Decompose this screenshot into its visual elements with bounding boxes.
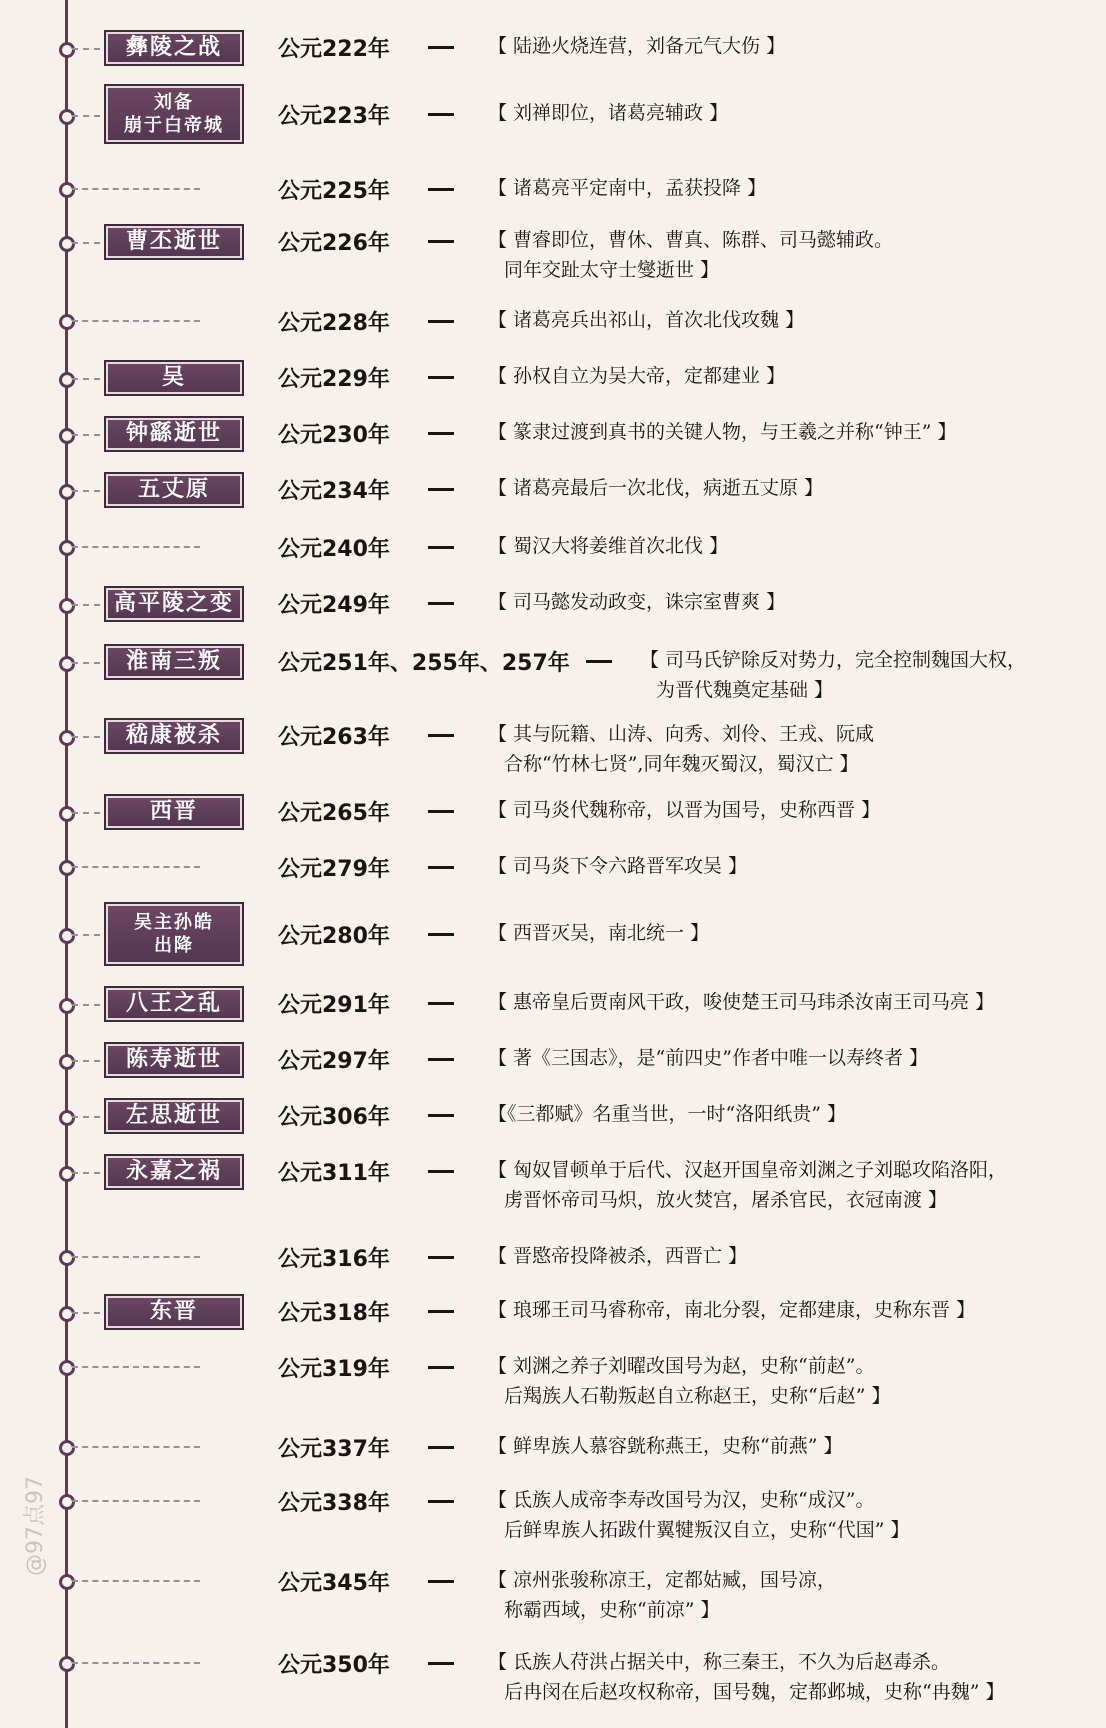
timeline-row-280: [0, 900, 1106, 966]
dash-separator: [428, 376, 454, 379]
event-tag: 左思逝世: [104, 1098, 244, 1134]
timeline-row-230: [0, 414, 1106, 454]
description-line: 为晋代魏奠定基础 】: [656, 679, 834, 701]
timeline-row-265: [0, 792, 1106, 832]
event-tag: 西晋: [104, 794, 244, 830]
timeline-node: [59, 109, 75, 125]
description-line: 【 匈奴冒顿单于后代、汉赵开国皇帝刘渊之子刘聪攻陷洛阳，: [488, 1159, 1008, 1181]
year-label: 公元229年: [278, 367, 390, 392]
timeline-node: [59, 1166, 75, 1182]
year-label: 公元234年: [278, 479, 390, 504]
timeline-node: [59, 1306, 75, 1322]
timeline-row-319: [0, 1348, 1106, 1414]
description-line: 【 曹睿即位，曹休、曹真、陈群、司马懿辅政。: [488, 229, 894, 251]
timeline-row-234: [0, 470, 1106, 510]
event-description: 【 晋愍帝投降被杀，西晋亡 】: [488, 1245, 748, 1267]
timeline-row-279: [0, 848, 1106, 884]
event-description: [488, 1351, 890, 1411]
connector-line: [72, 1662, 200, 1664]
connector-line: [72, 1060, 100, 1062]
event-description: [488, 1485, 909, 1545]
timeline-row-240: [0, 528, 1106, 564]
connector-line: [72, 1312, 100, 1314]
connector-line: [72, 434, 100, 436]
connector-line: [72, 242, 100, 244]
dash-separator: [428, 1446, 454, 1449]
event-description: 【 西晋灭吴，南北统一 】: [488, 922, 710, 944]
event-description: 【 诸葛亮最后一次北伐，病逝五丈原 】: [488, 477, 824, 499]
timeline-node: [59, 1440, 75, 1456]
event-tag-line: 吴主孙皓: [134, 911, 214, 933]
dash-separator: [428, 866, 454, 869]
timeline-node: [59, 730, 75, 746]
description-line: 称霸西域，史称“前凉” 】: [504, 1599, 720, 1621]
timeline-node: [59, 1054, 75, 1070]
description-line: 合称“竹林七贤”,同年魏灭蜀汉，蜀汉亡 】: [504, 753, 859, 775]
event-description: [488, 1155, 1007, 1215]
connector-line: [72, 812, 100, 814]
description-line: 后鲜卑族人拓跋什翼犍叛汉自立，史称“代国” 】: [504, 1519, 910, 1541]
connector-line: [72, 1172, 100, 1174]
timeline-node: [59, 656, 75, 672]
dash-separator: [428, 1170, 454, 1173]
year-label: 公元240年: [278, 537, 390, 562]
event-tag: [104, 902, 244, 966]
dash-separator: [428, 1662, 454, 1665]
event-description: 【 鲜卑族人慕容皝称燕王，史称“前燕” 】: [488, 1435, 843, 1457]
year-label: 公元350年: [278, 1653, 390, 1678]
event-description: [488, 1647, 1004, 1707]
timeline-node: [59, 1110, 75, 1126]
timeline-node: [59, 1574, 75, 1590]
year-label: 公元318年: [278, 1301, 390, 1326]
dash-separator: [428, 810, 454, 813]
event-description: [488, 225, 893, 285]
timeline-row-229: [0, 358, 1106, 398]
event-tag: 高平陵之变: [104, 586, 244, 622]
timeline-row-311: [0, 1152, 1106, 1218]
timeline-row-316: [0, 1238, 1106, 1274]
timeline-node: [59, 182, 75, 198]
event-description: 【《三都赋》名重当世，一时“洛阳纸贵” 】: [488, 1103, 846, 1125]
year-label: 公元319年: [278, 1357, 390, 1382]
timeline-row-222: [0, 28, 1106, 68]
connector-line: [72, 1446, 200, 1448]
connector-line: [72, 934, 100, 936]
description-line: 同年交趾太守士燮逝世 】: [504, 259, 720, 281]
timeline-row-251: [0, 642, 1106, 708]
timeline-row-297: [0, 1040, 1106, 1080]
event-description: 【 篆隶过渡到真书的关键人物，与王羲之并称“钟王” 】: [488, 421, 957, 443]
connector-line: [72, 736, 100, 738]
dash-separator: [428, 1310, 454, 1313]
year-label: 公元228年: [278, 311, 390, 336]
year-label: 公元345年: [278, 1571, 390, 1596]
event-description: 【 诸葛亮平定南中，孟获投降 】: [488, 177, 767, 199]
dash-separator: [428, 1256, 454, 1259]
dash-separator: [428, 602, 454, 605]
description-line: 后羯族人石勒叛赵自立称赵王，史称“后赵” 】: [504, 1385, 891, 1407]
timeline-row-318: [0, 1292, 1106, 1332]
year-label: 公元230年: [278, 423, 390, 448]
timeline-node: [59, 1250, 75, 1266]
timeline-row-225: [0, 170, 1106, 206]
timeline-row-249: [0, 584, 1106, 624]
year-label: 公元297年: [278, 1049, 390, 1074]
timeline-row-226: [0, 222, 1106, 286]
connector-line: [72, 378, 100, 380]
dash-separator: [428, 432, 454, 435]
event-description: 【 陆逊火烧连营，刘备元气大伤 】: [488, 35, 786, 57]
description-line: 【 凉州张骏称凉王，定都姑臧，国号凉，: [488, 1569, 837, 1591]
dash-separator: [428, 1058, 454, 1061]
connector-line: [72, 546, 200, 548]
description-line: 【 氐族人苻洪占据关中，称三秦王，不久为后赵毒杀。: [488, 1651, 951, 1673]
timeline-node: [59, 484, 75, 500]
event-tag: 嵇康被杀: [104, 718, 244, 754]
dash-separator: [428, 488, 454, 491]
year-label: 公元251年、255年、257年: [278, 651, 570, 676]
description-line: 【 司马氏铲除反对势力，完全控制魏国大权，: [640, 649, 1027, 671]
event-tag: 钟繇逝世: [104, 416, 244, 452]
watermark: @97点97: [23, 1476, 48, 1576]
timeline-node: [59, 372, 75, 388]
connector-line: [72, 1004, 100, 1006]
event-description: 【 蜀汉大将姜维首次北伐 】: [488, 535, 729, 557]
dash-separator: [428, 1366, 454, 1369]
connector-line: [72, 1256, 200, 1258]
event-description: [488, 719, 874, 779]
year-label: 公元263年: [278, 725, 390, 750]
year-label: 公元222年: [278, 37, 390, 62]
timeline-node: [59, 928, 75, 944]
event-description: 【 诸葛亮兵出祁山，首次北伐攻魏 】: [488, 309, 805, 331]
event-tag: 吴: [104, 360, 244, 396]
year-label: 公元225年: [278, 179, 390, 204]
description-line: 虏晋怀帝司马炽，放火焚宫，屠杀官民，衣冠南渡 】: [504, 1189, 948, 1211]
timeline-node: [59, 1494, 75, 1510]
description-line: 【 氐族人成帝李寿改国号为汉，史称“成汉”。: [488, 1489, 875, 1511]
year-label: 公元311年: [278, 1161, 390, 1186]
description-line: 【 刘渊之养子刘曜改国号为赵，史称“前赵”。: [488, 1355, 875, 1377]
event-tag-line: 刘备: [154, 91, 194, 113]
dash-separator: [428, 240, 454, 243]
connector-line: [72, 604, 100, 606]
dash-separator: [428, 1114, 454, 1117]
event-tag: 曹丕逝世: [104, 224, 244, 260]
dash-separator: [428, 46, 454, 49]
timeline-node: [59, 998, 75, 1014]
timeline-row-337: [0, 1428, 1106, 1464]
year-label: 公元265年: [278, 801, 390, 826]
dash-separator: [428, 1002, 454, 1005]
event-description: 【 惠帝皇后贾南风干政，唆使楚王司马玮杀汝南王司马亮 】: [488, 991, 995, 1013]
event-tag: 八王之乱: [104, 986, 244, 1022]
timeline-row-291: [0, 984, 1106, 1024]
event-description: 【 刘禅即位，诸葛亮辅政 】: [488, 102, 729, 124]
year-label: 公元249年: [278, 593, 390, 618]
timeline-row-345: [0, 1562, 1106, 1628]
timeline-node: [59, 598, 75, 614]
event-tag: 陈寿逝世: [104, 1042, 244, 1078]
timeline-node: [59, 428, 75, 444]
event-tag-line: 出降: [154, 935, 194, 956]
year-label: 公元226年: [278, 231, 390, 256]
dash-separator: [428, 734, 454, 737]
dash-separator: [428, 933, 454, 936]
dash-separator: [428, 1580, 454, 1583]
event-description: 【 司马炎代魏称帝，以晋为国号，史称西晋 】: [488, 799, 881, 821]
dash-separator: [428, 546, 454, 549]
year-label: 公元337年: [278, 1437, 390, 1462]
event-tag-line: 崩于白帝城: [124, 115, 224, 136]
connector-line: [72, 188, 200, 190]
connector-line: [72, 1366, 200, 1368]
connector-line: [72, 1580, 200, 1582]
year-label: 公元306年: [278, 1105, 390, 1130]
year-label: 公元338年: [278, 1491, 390, 1516]
event-description: 【 琅琊王司马睿称帝，南北分裂，定都建康，史称东晋 】: [488, 1299, 976, 1321]
timeline-node: [59, 314, 75, 330]
connector-line: [72, 320, 200, 322]
timeline-row-223: [0, 80, 1106, 144]
year-label: 公元291年: [278, 993, 390, 1018]
timeline-node: [59, 1360, 75, 1376]
connector-line: [72, 866, 200, 868]
event-description: [488, 1565, 836, 1625]
dash-separator: [586, 660, 612, 663]
event-description: 【 孙权自立为吴大帝，定都建业 】: [488, 365, 786, 387]
year-label: 公元223年: [278, 104, 390, 129]
event-tag: 东晋: [104, 1294, 244, 1330]
timeline-row-263: [0, 716, 1106, 782]
timeline-row-306: [0, 1096, 1106, 1136]
timeline-node: [59, 860, 75, 876]
event-tag: [104, 84, 244, 144]
dash-separator: [428, 188, 454, 191]
connector-line: [72, 662, 100, 664]
year-label: 公元279年: [278, 857, 390, 882]
connector-line: [72, 1500, 200, 1502]
timeline-node: [59, 806, 75, 822]
dash-separator: [428, 320, 454, 323]
event-description: 【 司马懿发动政变，诛宗室曹爽 】: [488, 591, 786, 613]
timeline-row-338: [0, 1482, 1106, 1548]
event-tag: 淮南三叛: [104, 644, 244, 680]
dash-separator: [428, 113, 454, 116]
year-label: 公元280年: [278, 924, 390, 949]
event-description: [640, 645, 1026, 705]
connector-line: [72, 1116, 100, 1118]
timeline-node: [59, 42, 75, 58]
connector-line: [72, 115, 100, 117]
description-line: 【 其与阮籍、山涛、向秀、刘伶、王戎、阮咸: [488, 723, 875, 745]
year-label: 公元316年: [278, 1247, 390, 1272]
description-line: 后冉闵在后赵攻权称帝，国号魏，定都邺城，史称“冉魏” 】: [504, 1681, 1005, 1703]
timeline-node: [59, 1656, 75, 1672]
timeline-node: [59, 236, 75, 252]
event-tag: 彝陵之战: [104, 30, 244, 66]
connector-line: [72, 48, 100, 50]
timeline-node: [59, 540, 75, 556]
event-tag: 永嘉之祸: [104, 1154, 244, 1190]
timeline-row-228: [0, 302, 1106, 338]
timeline-row-350: [0, 1644, 1106, 1710]
event-description: 【 司马炎下令六路晋军攻吴 】: [488, 855, 748, 877]
connector-line: [72, 490, 100, 492]
dash-separator: [428, 1500, 454, 1503]
event-description: 【 著《三国志》，是“前四史”作者中唯一以寿终者 】: [488, 1047, 929, 1069]
event-tag: 五丈原: [104, 472, 244, 508]
